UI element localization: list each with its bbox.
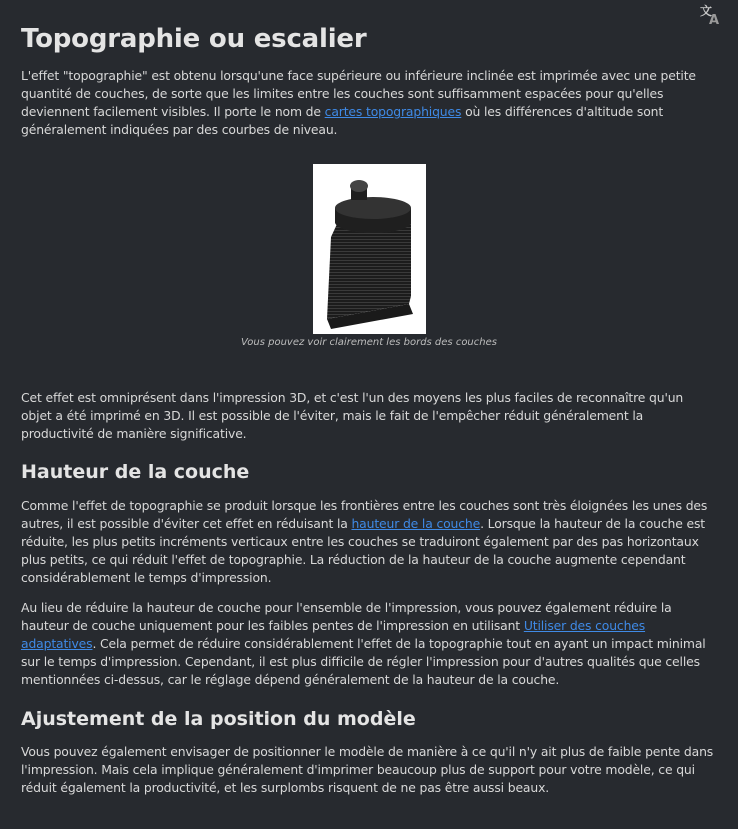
- svg-text:A: A: [709, 13, 720, 26]
- figure: [21, 164, 717, 350]
- layer-height-p2-after-link: . Cela permet de réduire considérablement l'effet de la topographie tout en ayant un impact minimal sur le temps d'impression. Cependant, il est plus difficile de régler l'impression pour d'autres qualités que celles mentionnées ci-dessus, car le réglage dépend généralement de la hauteur de la couche.: [21, 636, 706, 687]
- section-heading-model-position: Ajustement de la position du modèle: [21, 708, 416, 730]
- intro-text-before-link: L'effet "topographie" est obtenu lorsqu'une face supérieure ou inférieure inclinée est imprimée avec une petite quantité de couches, de sorte que les limites entre les couches sont suffisamment espacées pour qu'elles deviennent facilement visibles. Il porte le nom de: [21, 68, 696, 119]
- translate-icon[interactable]: [698, 2, 722, 26]
- page-title: Topographie ou escalier: [21, 24, 367, 54]
- layer-height-paragraph-1: [21, 497, 717, 587]
- svg-text:文: 文: [700, 4, 713, 18]
- topographic-maps-link[interactable]: cartes topographiques: [324, 104, 462, 119]
- layer-height-p2-before-link: Au lieu de réduire la hauteur de couche pour l'ensemble de l'impression, vous pouvez également réduire la hauteur de couche uniquement pour les faibles pentes de l'impression en utilisant: [21, 600, 672, 633]
- layer-edges-photo: [313, 164, 426, 334]
- figure-caption: Vous pouvez voir clairement les bords des couches: [241, 337, 497, 348]
- adaptive-layers-link[interactable]: Utiliser des couches adaptatives: [21, 618, 646, 651]
- layer-height-paragraph-2: [21, 599, 717, 689]
- section-heading-layer-height: Hauteur de la couche: [21, 461, 250, 483]
- layer-height-p1-after-link: . Lorsque la hauteur de la couche est réduite, les plus petits incréments verticaux entre les couches se traduiront également par des pas horizontaux plus petits, ce qui réduit l'effet de topographie. La réduction de la hauteur de la couche augmente cependant considérablement le temps d'impression.: [21, 516, 705, 585]
- paragraph-2: Cet effet est omniprésent dans l'impression 3D, et c'est l'un des moyens les plus faciles de reconnaître qu'un objet a été imprimé en 3D. Il est possible de l'éviter, mais le fait de l'empêcher réduit généralement la productivité de manière significative.: [21, 390, 684, 441]
- model-position-paragraph: Vous pouvez également envisager de positionner le modèle de manière à ce qu'il n'y ait plus de faible pente dans l'impression. Mais cela implique généralement d'imprimer beaucoup plus de support pour votre modèle, ce qui réduit également la productivité, et les surplombs risquent de ne pas être aussi beaux.: [21, 744, 714, 795]
- intro-text-after-link: où les différences d'altitude sont généralement indiquées par des courbes de niveau.: [21, 104, 664, 137]
- intro-paragraph: [21, 67, 717, 139]
- layer-height-link[interactable]: hauteur de la couche: [351, 516, 481, 531]
- layer-height-p1-before-link: Comme l'effet de topographie se produit lorsque les frontières entre les couches sont très éloignées les unes des autres, il est possible d'éviter cet effet en réduisant la: [21, 498, 708, 531]
